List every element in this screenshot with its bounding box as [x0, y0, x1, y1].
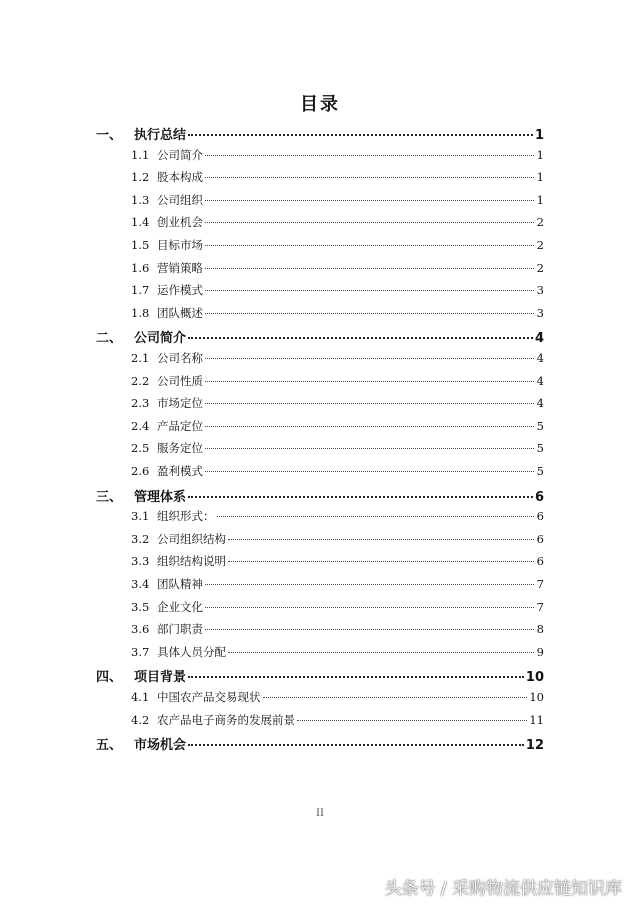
toc-entry-label: 执行总结 — [134, 128, 187, 143]
toc-dot-leader — [205, 245, 534, 246]
toc-entry-page-number: 1 — [536, 192, 544, 207]
toc-entry-page-number: 1 — [536, 147, 544, 162]
toc-entry-label: 团队概述 — [157, 305, 203, 320]
toc-dot-leader — [228, 652, 534, 653]
toc-entry-page-number: 6 — [536, 531, 544, 546]
toc-dot-leader — [205, 200, 534, 201]
toc-entry-page-number: 5 — [536, 464, 544, 478]
toc-chapter-entry[interactable] — [96, 327, 544, 346]
toc-entry-number: 2.2 — [131, 373, 150, 388]
toc-section-entry[interactable] — [131, 169, 544, 185]
toc-entry-page-number: 5 — [536, 418, 544, 433]
toc-section-entry[interactable] — [131, 192, 544, 208]
toc-entry-number: 4.1 — [131, 690, 150, 704]
toc-entry-page-number: 4 — [536, 351, 544, 365]
toc-dot-leader — [188, 676, 524, 678]
toc-chapter-entry[interactable] — [96, 486, 544, 505]
toc-entry-page-number: 12 — [525, 738, 544, 754]
toc-entry-label: 公司性质 — [157, 373, 203, 388]
toc-entry-label: 中国农产品交易现状 — [157, 690, 261, 704]
toc-entry-number: 2.4 — [131, 418, 150, 433]
toc-entry-number: 3.2 — [131, 531, 150, 546]
toc-entry-page-number: 10 — [529, 690, 544, 704]
toc-entry-page-number: 2 — [536, 215, 544, 230]
toc-section-entry[interactable] — [131, 553, 544, 569]
toc-dot-leader — [205, 426, 534, 427]
toc-entry-page-number: 4 — [536, 396, 544, 411]
toc-entry-number: 五、 — [96, 738, 123, 754]
toc-entry-label: 公司组织 — [157, 192, 203, 207]
toc-dot-leader — [188, 496, 533, 498]
toc-dot-leader — [188, 744, 524, 746]
toc-dot-leader — [205, 448, 534, 449]
toc-entry-label: 运作模式 — [157, 283, 203, 298]
toc-dot-leader — [297, 720, 527, 721]
toc-dot-leader — [188, 134, 533, 136]
toc-dot-leader — [205, 358, 534, 359]
toc-entry-number: 3.7 — [131, 644, 150, 659]
toc-entry-page-number: 6 — [536, 554, 544, 569]
toc-section-entry[interactable] — [131, 463, 544, 479]
toc-section-entry[interactable] — [131, 621, 544, 637]
toc-entry-label: 营销策略 — [157, 260, 203, 275]
toc-entry-label: 农产品电子商务的发展前景 — [157, 712, 295, 727]
toc-entry-number: 3.4 — [131, 577, 150, 591]
toc-entry-number: 3.3 — [131, 554, 150, 569]
toc-section-entry[interactable] — [131, 305, 544, 321]
toc-entry-number: 3.6 — [131, 622, 150, 637]
toc-entry-label: 公司简介 — [134, 331, 187, 347]
toc-section-entry[interactable] — [131, 237, 544, 253]
toc-entry-number: 1.7 — [131, 283, 150, 298]
toc-dot-leader — [205, 381, 534, 382]
toc-entry-page-number: 9 — [536, 644, 544, 659]
toc-entry-label: 公司名称 — [157, 351, 203, 365]
page-number-footer: II — [316, 808, 324, 819]
toc-entry-number: 2.3 — [131, 396, 150, 411]
toc-entry-page-number: 1 — [534, 128, 544, 143]
toc-section-entry[interactable] — [131, 418, 544, 434]
toc-entry-label: 具体人员分配 — [157, 644, 226, 659]
toc-entry-number: 2.1 — [131, 351, 150, 365]
toc-entry-number: 二、 — [96, 331, 123, 347]
toc-entry-number: 1.2 — [131, 170, 150, 185]
toc-entry-page-number: 6 — [536, 509, 544, 524]
toc-dot-leader — [205, 584, 534, 585]
toc-entry-label: 目标市场 — [157, 238, 203, 252]
toc-entry-number: 3.1 — [131, 509, 150, 524]
toc-dot-leader — [205, 290, 534, 291]
toc-section-entry[interactable] — [131, 373, 544, 389]
toc-section-entry[interactable] — [131, 599, 544, 615]
toc-entry-number: 四、 — [96, 670, 123, 686]
page-title: 目录 — [300, 94, 340, 115]
toc-entry-number: 一、 — [96, 128, 123, 143]
toc-chapter-entry[interactable] — [96, 666, 544, 685]
toc-section-entry[interactable] — [131, 689, 544, 705]
toc-section-entry[interactable] — [131, 395, 544, 411]
toc-entry-number: 1.4 — [131, 215, 150, 230]
toc-dot-leader — [205, 607, 534, 608]
toc-entry-label: 市场机会 — [134, 738, 187, 754]
toc-entry-label: 市场定位 — [157, 396, 203, 411]
toc-entry-page-number: 6 — [534, 489, 544, 505]
toc-entry-label: 组织形式： — [157, 509, 215, 524]
toc-entry-page-number: 7 — [536, 577, 544, 591]
toc-section-entry[interactable] — [131, 147, 544, 163]
toc-entry-label: 团队精神 — [157, 577, 203, 591]
toc-section-entry[interactable] — [131, 260, 544, 276]
toc-entry-number: 2.6 — [131, 464, 150, 478]
toc-entry-label: 部门职责 — [157, 622, 203, 637]
toc-dot-leader — [228, 561, 534, 562]
toc-entry-page-number: 1 — [536, 170, 544, 185]
toc-entry-number: 1.5 — [131, 238, 150, 252]
toc-entry-label: 组织结构说明 — [157, 554, 226, 569]
toc-entry-label: 服务定位 — [157, 441, 203, 456]
toc-entry-number: 三、 — [96, 489, 123, 505]
toc-entry-label: 企业文化 — [157, 599, 203, 614]
toc-dot-leader — [205, 177, 534, 178]
toc-entry-label: 公司组织结构 — [157, 531, 226, 546]
toc-entry-page-number: 3 — [536, 305, 544, 320]
toc-entry-number: 1.1 — [131, 147, 150, 162]
toc-entry-page-number: 7 — [536, 599, 544, 614]
toc-entry-number: 4.2 — [131, 712, 150, 727]
toc-entry-page-number: 5 — [536, 441, 544, 456]
toc-entry-number: 1.3 — [131, 192, 150, 207]
toc-dot-leader — [205, 471, 534, 472]
toc-entry-page-number: 2 — [536, 238, 544, 252]
toc-dot-leader — [205, 222, 534, 223]
toc-dot-leader — [205, 155, 534, 156]
toc-dot-leader — [228, 539, 534, 540]
toc-entry-label: 项目背景 — [134, 670, 187, 686]
toc-dot-leader — [217, 516, 535, 517]
toc-entry-page-number: 8 — [536, 622, 544, 637]
toc-entry-number: 2.5 — [131, 441, 150, 456]
toc-dot-leader — [205, 268, 534, 269]
toc-chapter-entry[interactable] — [96, 734, 544, 753]
toc-entry-page-number: 10 — [525, 670, 544, 686]
toc-section-entry[interactable] — [131, 214, 544, 230]
toc-dot-leader — [205, 313, 534, 314]
toc-dot-leader — [263, 697, 528, 698]
toc-dot-leader — [205, 629, 534, 630]
toc-entry-page-number: 11 — [529, 712, 544, 727]
toc-section-entry[interactable] — [131, 531, 544, 547]
toc-entry-number: 1.6 — [131, 260, 150, 275]
toc-entry-page-number: 4 — [534, 331, 544, 347]
toc-section-entry[interactable] — [131, 282, 544, 298]
toc-entry-label: 盈利模式 — [157, 464, 203, 478]
toc-section-entry[interactable] — [131, 350, 544, 366]
toc-section-entry[interactable] — [131, 508, 544, 524]
toc-section-entry[interactable] — [131, 576, 544, 592]
toc-dot-leader — [188, 337, 533, 339]
toc-entry-number: 3.5 — [131, 599, 150, 614]
toc-entry-page-number: 3 — [536, 283, 544, 298]
toc-entry-page-number: 4 — [536, 373, 544, 388]
toc-section-entry[interactable] — [131, 440, 544, 456]
toc-entry-label: 创业机会 — [157, 215, 203, 230]
toc-section-entry[interactable] — [131, 644, 544, 660]
toc-entry-label: 管理体系 — [134, 489, 187, 505]
watermark-text: 头条号 / 采购物流供应链知识库 — [384, 879, 622, 899]
toc-entry-label: 公司简介 — [157, 147, 203, 162]
toc-section-entry[interactable] — [131, 712, 544, 728]
toc-entry-label: 股本构成 — [157, 170, 203, 185]
toc-entry-page-number: 2 — [536, 260, 544, 275]
toc-entry-number: 1.8 — [131, 305, 150, 320]
toc-chapter-entry[interactable] — [96, 124, 544, 143]
toc-entry-label: 产品定位 — [157, 418, 203, 433]
toc-dot-leader — [205, 403, 534, 404]
